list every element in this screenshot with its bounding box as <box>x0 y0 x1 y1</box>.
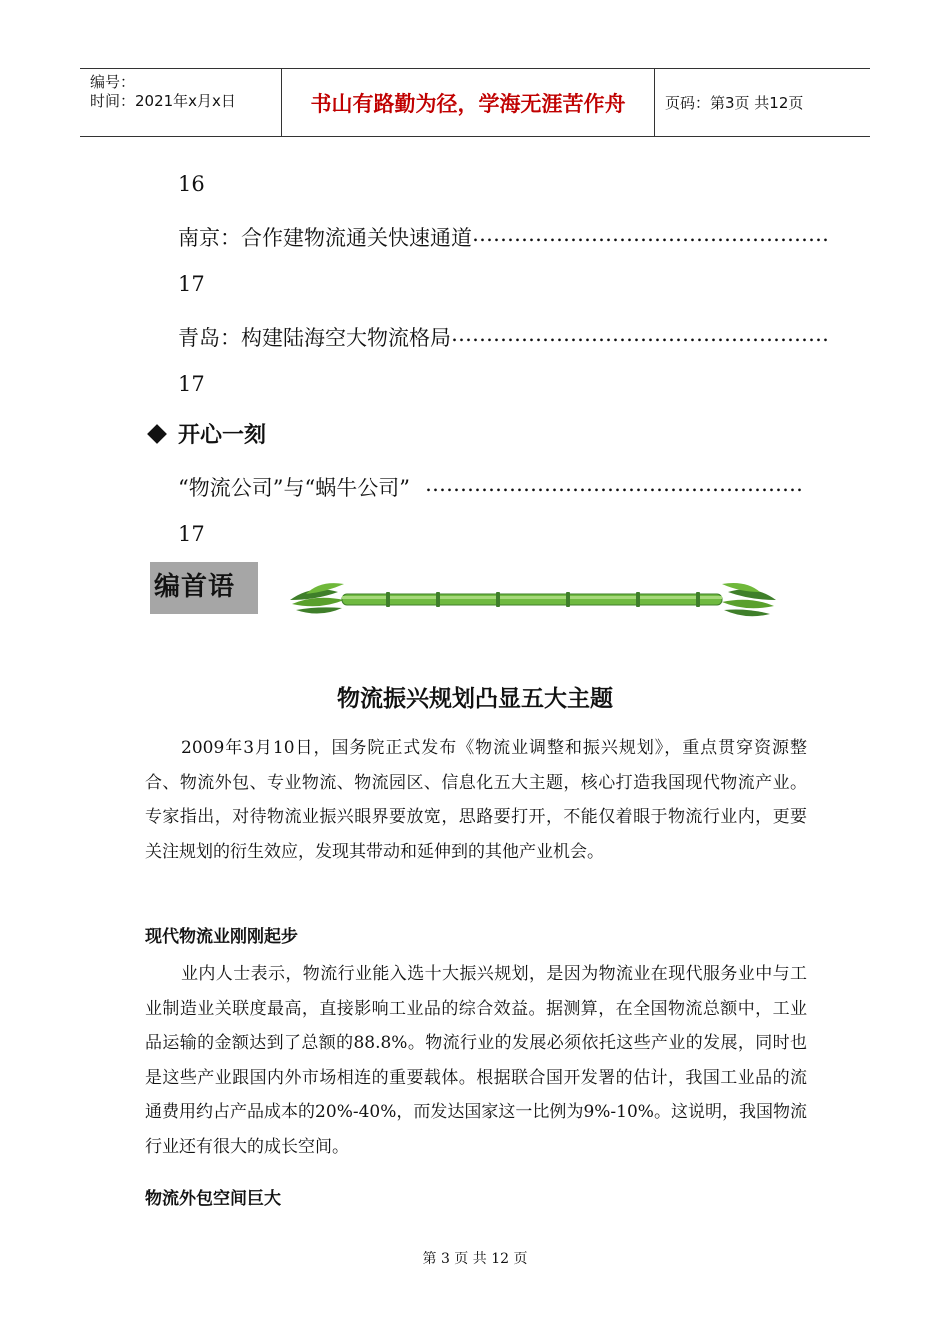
toc-page-number: 17 <box>178 522 205 546</box>
toc-page-number: 17 <box>178 372 205 396</box>
toc-page-number: 17 <box>178 272 205 296</box>
toc-leader-dots: ……………………………………………… <box>425 472 803 496</box>
toc-leader-dots: ……………………………………………… <box>451 322 829 346</box>
toc-page-number: 16 <box>178 172 205 196</box>
editor-label: 编首语 <box>150 562 258 614</box>
toc-entry[interactable] <box>178 322 829 352</box>
toc-entry[interactable] <box>178 472 803 502</box>
page-footer: 第 3 页 共 12 页 <box>422 1251 528 1267</box>
toc-entry-title: 青岛：构建陆海空大物流格局 <box>178 326 451 350</box>
toc-entry-title: 南京：合作建物流通关快速通道 <box>178 226 472 250</box>
article-intro: 2009年3月10日，国务院正式发布《物流业调整和振兴规划》，重点贯穿资源整合、物流外包、专业物流、物流园区、信息化五大主题，核心打造我国现代物流产业。专家指出，对待物流业振兴眼界要放宽，思路要打开，不能仅着眼于物流行业内，更要关注规划的衍生效应，发现其带动和延伸到的其他产业机会。 <box>145 738 807 862</box>
toc-entry-title: “物流公司”与“蜗牛公司” <box>178 476 410 500</box>
page-header <box>80 68 870 137</box>
header-motto: 书山有路勤为径，学海无涯苦作舟 <box>282 69 655 136</box>
section-heading: 现代物流业刚刚起步 <box>145 927 298 947</box>
toc-section <box>146 418 266 449</box>
section-paragraph: 业内人士表示，物流行业能入选十大振兴规划，是因为物流业在现代服务业中与工业制造业关联度最高，直接影响工业品的综合效益。据测算，在全国物流总额中，工业品运输的金额达到了总额的88.8%。物流行业的发展必须依托这些产业的发展，同时也是这些产业跟国内外市场相连的重要载体。根据联合国开发署的估计，我国工业品的流通费用约占产品成本的20%-40%，而发达国家这一比例为9%-10%。这说明，我国物流行业还有很大的成长空间。 <box>145 964 807 1157</box>
header-meta <box>80 69 282 136</box>
toc-leader-dots: …………………………………………… <box>472 222 829 246</box>
diamond-bullet-icon <box>147 424 167 444</box>
toc-section-title: 开心一刻 <box>178 423 267 448</box>
header-page-info: 页码：第3页 共12页 <box>665 94 804 112</box>
section-heading: 物流外包空间巨大 <box>145 1189 281 1209</box>
toc-entry[interactable] <box>178 222 829 252</box>
bamboo-divider-icon <box>286 578 780 622</box>
article-title: 物流振兴规划凸显五大主题 <box>337 686 613 712</box>
time-label: 时间：2021年x月x日 <box>90 92 236 110</box>
number-label: 编号： <box>90 73 136 91</box>
